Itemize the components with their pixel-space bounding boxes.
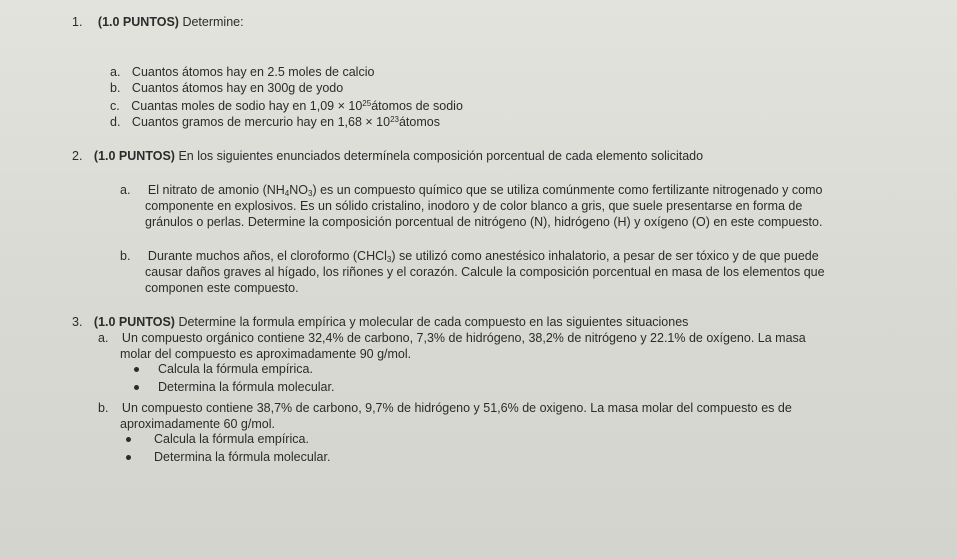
q1-item-c-text-after: átomos de sodio	[371, 99, 463, 113]
q2a-line2: componente en explosivos. Es un sólido cristalino, inodoro y de color blanco a gris, que suele presentarse en forma de	[145, 199, 803, 213]
q3-text: Determine la formula empírica y molecular de cada compuesto en las siguientes situaciones	[174, 315, 689, 329]
q2b-line1-after: ) se utilizó como anestésico inhalatorio, a pesar de ser tóxico y de que puede	[391, 249, 819, 263]
q1-heading	[72, 14, 244, 30]
q1-text: Determine:	[178, 15, 244, 29]
q1-item-a-text: Cuantos átomos hay en 2.5 moles de calcio	[131, 65, 375, 79]
q3b-line1-text: Un compuesto contiene 38,7% de carbono, 9,7% de hidrógeno y 51,6% de oxigeno. La masa molar del compuesto es de	[121, 401, 792, 415]
q2-heading	[72, 148, 703, 164]
q3a-line1-text: Un compuesto orgánico contiene 32,4% de carbono, 7,3% de hidrógeno, 38,2% de nitrógeno y 22.1% de oxígeno. La masa	[121, 331, 806, 345]
q3a-bullet-1: Calcula la fórmula empírica.	[158, 362, 313, 376]
q3a-bullet-2: Determina la fórmula molecular.	[158, 380, 335, 394]
q1-item-b-letter: b.	[110, 81, 121, 95]
q2a-line1-before: El nitrato de amonio (NH	[147, 183, 285, 197]
q3b-line1	[98, 400, 792, 416]
q1-number: 1.	[72, 15, 83, 29]
q2-number: 2.	[72, 149, 83, 163]
q3b-letter: b.	[98, 401, 109, 415]
bullet-icon	[134, 385, 139, 390]
q2a-line1-after: ) es un compuesto químico que se utiliza comúnmente como fertilizante nitrogenado y como	[312, 183, 823, 197]
q3-points: (1.0 PUNTOS)	[93, 315, 175, 329]
q1-item-c-exponent: 25	[362, 99, 372, 108]
q1-item-d-letter: d.	[110, 115, 121, 129]
bullet-icon	[126, 455, 131, 460]
q2a-mid: NO	[289, 183, 308, 197]
q3b-bullet-2: Determina la fórmula molecular.	[154, 450, 331, 464]
q2b-line1-before: Durante muchos años, el cloroformo (CHCl	[147, 249, 387, 263]
q1-item-d-text: Cuantos gramos de mercurio hay en 1,68 × 10	[131, 115, 391, 129]
q1-item-b	[110, 80, 343, 96]
q2b-sub1: 3	[386, 255, 392, 264]
q1-item-d-text-after: átomos	[398, 115, 440, 129]
q1-item-a	[110, 64, 374, 80]
q2a-line3: gránulos o perlas. Determine la composición porcentual de nitrógeno (N), hidrógeno (H) y oxígeno (O) en este compuesto.	[145, 215, 823, 229]
bullet-icon	[134, 367, 139, 372]
q2b-line2: causar daños graves al hígado, los riñones y el corazón. Calcule la composición porcentual en masa de los elementos que	[145, 265, 825, 279]
q3b-bullet-1: Calcula la fórmula empírica.	[154, 432, 309, 446]
q2a-sub2: 3	[308, 189, 313, 198]
q1-points: (1.0 PUNTOS)	[97, 15, 179, 29]
q2-points: (1.0 PUNTOS)	[93, 149, 175, 163]
q3a-letter: a.	[98, 331, 109, 345]
q3-heading	[72, 314, 688, 330]
q2b-letter: b.	[120, 249, 131, 263]
q1-item-d	[110, 112, 440, 130]
bullet-icon	[126, 437, 131, 442]
q2b-line3: componen este compuesto.	[145, 281, 299, 295]
q1-item-a-letter: a.	[110, 65, 121, 79]
q2-text: En los siguientes enunciados determínela composición porcentual de cada elemento solicitado	[174, 149, 704, 163]
q1-item-b-text: Cuantos átomos hay en 300g de yodo	[131, 81, 344, 95]
q3b-line2: aproximadamente 60 g/mol.	[120, 417, 275, 431]
q1-item-c-text: Cuantas moles de sodio hay en 1,09 × 10	[131, 99, 363, 113]
q2a-letter: a.	[120, 183, 131, 197]
q3a-line2: molar del compuesto es aproximadamente 90 g/mol.	[120, 347, 412, 361]
q2a-sub1: 4	[284, 189, 290, 198]
q1-item-c-letter: c.	[110, 99, 120, 113]
q1-item-d-exponent: 23	[390, 115, 399, 124]
q3a-line1	[98, 330, 806, 346]
q3-number: 3.	[72, 315, 83, 329]
